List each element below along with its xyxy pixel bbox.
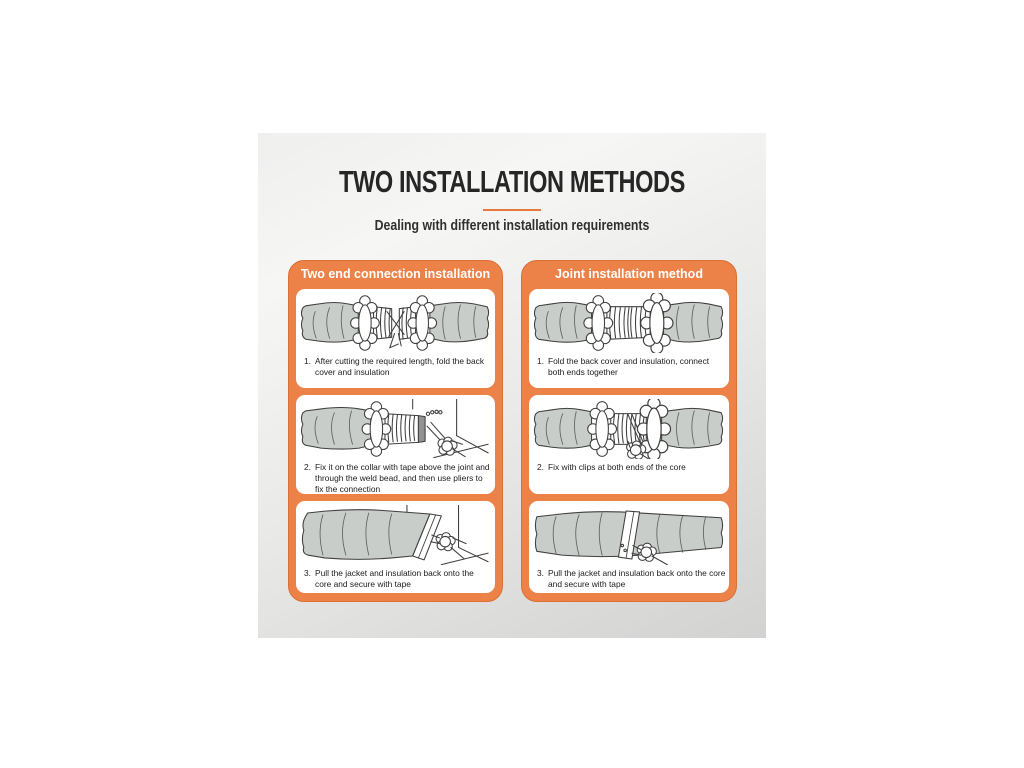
duct-core-clipped-by-hand-illustration bbox=[533, 399, 725, 459]
jacket-secured-with-tape-by-hand-illustration bbox=[533, 505, 725, 565]
step-card bbox=[529, 395, 729, 494]
step-number: 1. bbox=[537, 356, 544, 366]
poster-title: TWO INSTALLATION METHODS bbox=[339, 164, 685, 199]
step-text: Fold the back cover and insulation, connect both ends together bbox=[548, 356, 710, 377]
step-text: Pull the jacket and insulation back onto the core and secure with tape bbox=[315, 568, 474, 589]
method-panel-joint-installation bbox=[521, 260, 737, 602]
jacket-pulled-back-at-wall-illustration bbox=[300, 505, 491, 565]
infographic-poster bbox=[258, 133, 766, 638]
step-text: After cutting the required length, fold the back cover and insulation bbox=[315, 356, 485, 377]
panel-header: Two end connection installation bbox=[300, 267, 491, 281]
step-number: 2. bbox=[304, 462, 311, 472]
step-text: Fix with clips at both ends of the core bbox=[548, 462, 686, 472]
step-number: 1. bbox=[304, 356, 311, 366]
step-caption bbox=[304, 568, 492, 590]
duct-fixed-to-wall-collar-with-pliers-illustration bbox=[300, 399, 491, 459]
step-card bbox=[296, 395, 495, 494]
duct-ends-joined-illustration bbox=[533, 293, 725, 353]
step-number: 3. bbox=[304, 568, 311, 578]
method-panel-two-end-connection bbox=[288, 260, 503, 602]
step-text: Fix it on the collar with tape above the joint and through the weld bead, and then use pliers to fix the connection bbox=[315, 462, 490, 494]
step-number: 3. bbox=[537, 568, 544, 578]
step-caption bbox=[537, 356, 726, 378]
accent-divider bbox=[483, 209, 541, 211]
panel-header: Joint installation method bbox=[555, 267, 703, 281]
poster-subtitle: Dealing with different installation requirements bbox=[374, 217, 650, 234]
duct-ends-folded-and-tied-illustration bbox=[300, 293, 491, 353]
step-card bbox=[529, 289, 729, 388]
step-caption bbox=[537, 568, 726, 590]
step-caption bbox=[304, 462, 492, 494]
step-card bbox=[296, 289, 495, 388]
step-number: 2. bbox=[537, 462, 544, 472]
step-caption bbox=[537, 462, 726, 473]
step-card bbox=[529, 501, 729, 593]
step-text: Pull the jacket and insulation back onto the core and secure with tape bbox=[548, 568, 726, 589]
step-card bbox=[296, 501, 495, 593]
step-caption bbox=[304, 356, 492, 378]
